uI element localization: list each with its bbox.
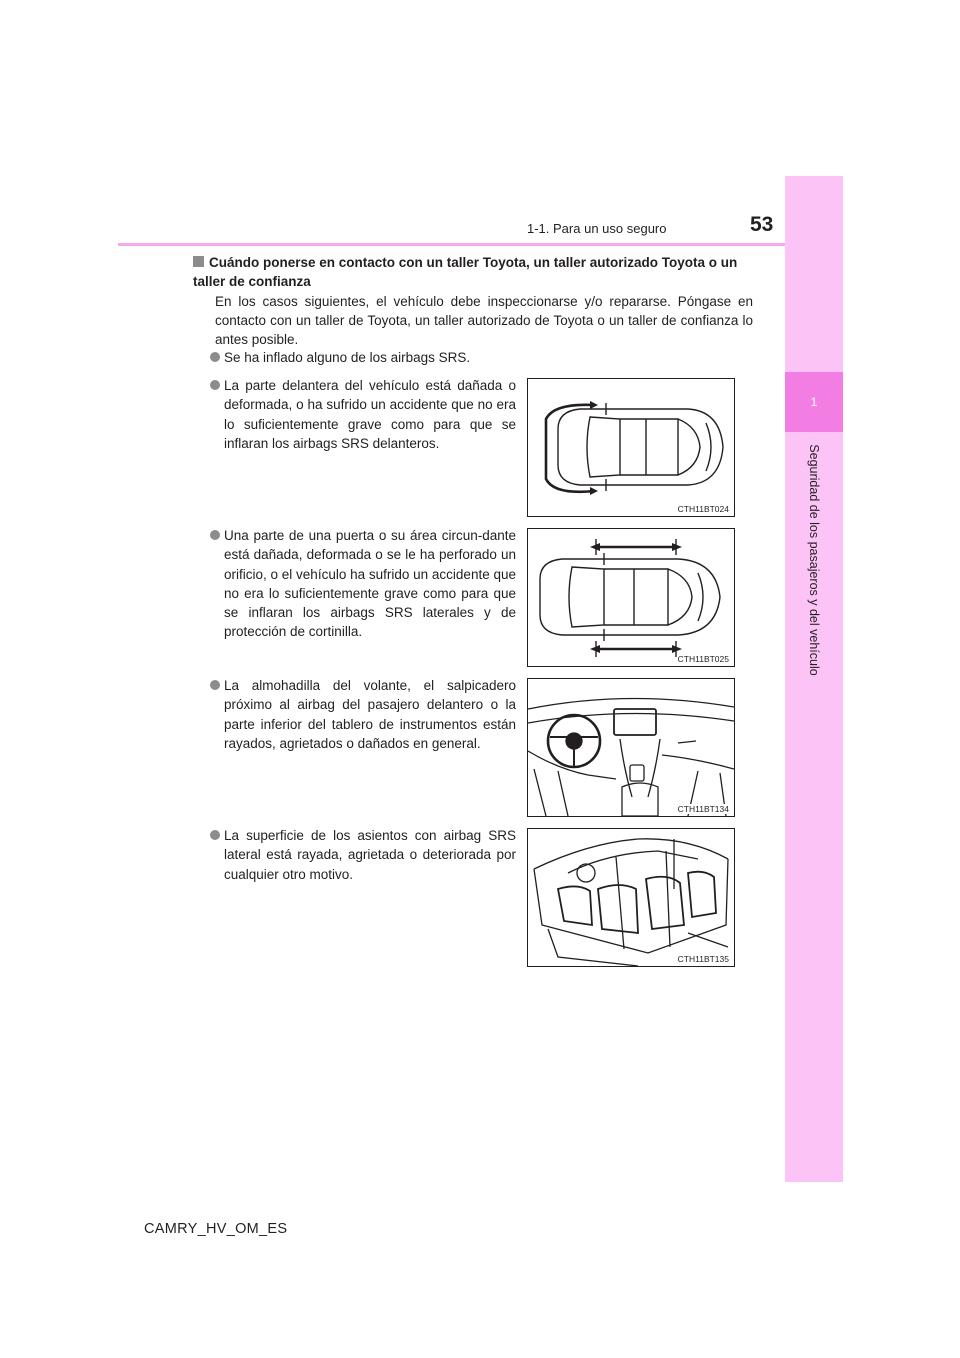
figure-code: CTH11BT134 — [677, 804, 729, 814]
list-item — [224, 826, 516, 884]
figure-front-damage — [527, 378, 735, 517]
list-item-text: La parte delantera del vehículo está dañada o deformada, o ha sufrido un accidente que no era lo suficientemente grave como para que se inflaran los airbags SRS delanteros. — [224, 378, 516, 451]
figure-seats — [527, 828, 735, 967]
figure-code: CTH11BT135 — [677, 954, 729, 964]
list-item — [224, 526, 516, 642]
section-heading — [193, 253, 753, 291]
heading-text: Cuándo ponerse en contacto con un taller Toyota, un taller autorizado Toyota o un taller de confianza — [193, 255, 738, 289]
list-item — [224, 676, 516, 753]
list-item-text: Una parte de una puerta o su área circun-dante está dañada, deformada o se le ha perforado un orificio, o el vehículo ha sufrido un accidente que no era lo suficientemente grave como para que se inflaran los airbags SRS laterales y de protección de cortinilla. — [224, 528, 516, 640]
chapter-title: Seguridad de los pasajeros y del vehículo — [807, 444, 821, 676]
list-item-text: La almohadilla del volante, el salpicadero próximo al airbag del pasajero delantero o la parte inferior del tablero de instrumentos están rayados, agrietados o dañados en general. — [224, 678, 516, 751]
figure-side-damage — [527, 528, 735, 667]
figure-dashboard — [527, 678, 735, 817]
list-item-text: La superficie de los asientos con airbag SRS lateral está rayada, agrietada o deteriorada por cualquier otro motivo. — [224, 828, 516, 882]
section-title: 1-1. Para un uso seguro — [527, 221, 667, 236]
chapter-side-tab — [785, 176, 843, 1182]
list-item — [224, 376, 516, 453]
list-item-text: Se ha inflado alguno de los airbags SRS. — [224, 350, 471, 365]
bullet-dot-icon — [210, 352, 220, 362]
bullet-dot-icon — [210, 680, 220, 690]
bullet-dot-icon — [210, 380, 220, 390]
car-side-damage-illustration — [528, 529, 734, 666]
car-seats-illustration — [528, 829, 734, 966]
chapter-number: 1 — [785, 372, 843, 432]
figure-code: CTH11BT025 — [677, 654, 729, 664]
intro-paragraph: En los casos siguientes, el vehículo debe inspeccionarse y/o repararse. Póngase en contacto con un taller de Toyota, un taller autorizado de Toyota o un taller de confianza lo antes posible. — [215, 294, 753, 347]
car-front-damage-illustration — [528, 379, 734, 516]
document-code: CAMRY_HV_OM_ES — [144, 1221, 288, 1237]
bullet-dot-icon — [210, 830, 220, 840]
bullet-dot-icon — [210, 530, 220, 540]
page-number: 53 — [750, 213, 774, 236]
list-item — [224, 348, 514, 367]
header-rule — [118, 243, 785, 246]
square-bullet-icon — [193, 256, 204, 267]
figure-code: CTH11BT024 — [677, 504, 729, 514]
dashboard-illustration — [528, 679, 734, 816]
